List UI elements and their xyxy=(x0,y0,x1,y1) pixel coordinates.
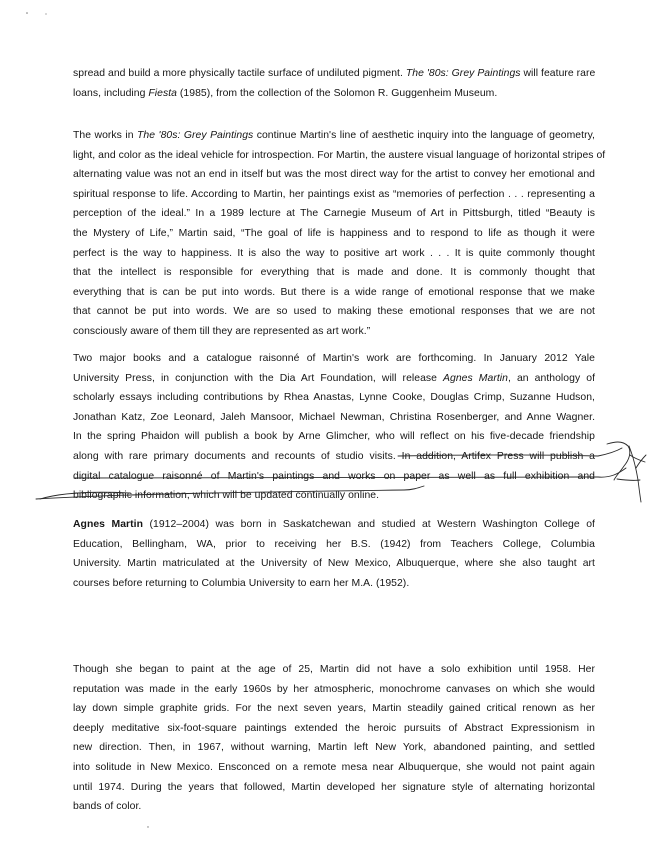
text-line: In the spring Phaidon will publish a book by Arne Glimcher, who will reflect on his five-decade friendship xyxy=(73,431,595,443)
text-line: that the intellect is responsible for everything that is made and done. It is commonly thought that xyxy=(73,267,595,279)
text-line: reputation was made in the early 1960s by her atmospheric, monochrome canvases on which she would xyxy=(73,683,595,695)
paragraph-grey-paintings-loans xyxy=(73,64,595,103)
text-line: along with rare primary documents and recounts of studio visits. In addition, Artifex Press will publish a xyxy=(73,450,595,462)
text-line: Though she began to paint at the age of 25, Martin did not have a solo exhibition until 1958. Her xyxy=(73,664,595,675)
text-line: University. Martin matriculated at the University of New Mexico, Albuquerque, where she also taught art xyxy=(73,558,595,570)
text-line: loans, including Fiesta (1985), from the collection of the Solomon R. Guggenheim Museum. xyxy=(73,87,498,99)
paragraph-forthcoming-books xyxy=(73,349,595,506)
text-line: perception of the ideal.” In a 1989 lecture at The Carnegie Museum of Art in Pittsburgh, titled “Beauty is xyxy=(73,208,595,220)
margin-check-mark xyxy=(607,442,630,480)
text-line: the Mystery of Life,” Martin said, “The goal of life is happiness and to respond to life as though it were xyxy=(73,227,595,239)
text-line: spiritual response to life. According to Martin, her paintings exist as “memories of perfection . . . representing a xyxy=(73,188,595,200)
text-line: lay down simple graphite grids. For the next seven years, Martin steadily gained critical renown as her xyxy=(73,703,595,715)
text-line: bands of color. xyxy=(73,801,142,813)
text-line: Education, Bellingham, WA, prior to receiving her B.S. (1942) from Teachers College, Columbia xyxy=(73,538,595,550)
text-line: until 1974. During the years that followed, Martin developed her signature style of alternating horizontal xyxy=(73,781,595,793)
text-line: new direction. Then, in 1967, without warning, Martin left New York, abandoned painting, and settled xyxy=(73,742,595,754)
text-line: scholarly essays including contributions by Rhea Anastas, Lynne Cooke, Douglas Crimp, Suzanne Hudson, xyxy=(73,392,595,404)
text-line: into solitude in New Mexico. Ensconced on a remote mesa near Albuquerque, she would not paint again xyxy=(73,761,595,773)
text-line: digital catalogue raisonné of Martin's paintings and works on paper as well as full exhibition and xyxy=(73,470,595,482)
text-line: bibliographic information, which will be updated continually online. xyxy=(73,490,380,502)
margin-check-mark xyxy=(630,455,645,462)
text-line: Jonathan Katz, Zoe Leonard, Jaleh Mansoor, Michael Newman, Christina Rosenberger, and Anne Wagner. xyxy=(73,411,595,423)
margin-check-mark xyxy=(629,446,641,502)
text-line: spread and build a more physically tactile surface of undiluted pigment. The '80s: Grey Paintings will feature rare xyxy=(73,68,596,79)
text-line: deeply meditative six-foot-square paintings extended the heroic pursuits of Abstract Expressionism in xyxy=(73,722,595,734)
text-line: that cannot be put into words. We are so used to making these emotional responses that we are not xyxy=(73,306,595,318)
text-line: courses before returning to Columbia University to earn her M.A. (1952). xyxy=(73,577,410,589)
paragraph-aesthetic-inquiry xyxy=(73,126,606,342)
margin-check-mark xyxy=(636,455,646,468)
artist-name: Agnes Martin xyxy=(73,519,143,530)
text-line: Agnes Martin (1912–2004) was born in Saskatchewan and studied at Western Washington College of xyxy=(73,519,595,530)
text-line: The works in The '80s: Grey Paintings continue Martin's line of aesthetic inquiry into the language of geometry, xyxy=(73,130,595,141)
margin-check-mark xyxy=(617,479,640,480)
text-line: light, and color as the ideal vehicle for introspection. For Martin, the austere visual language of horizontal stripes of xyxy=(73,149,606,161)
text-line: alternating value was not an end in itself but was the most direct way for the artist to convey her emotional and xyxy=(73,169,595,181)
paragraph-career xyxy=(73,660,595,817)
text-line: Two major books and a catalogue raisonné of Martin's work are forthcoming. In January 2012 Yale xyxy=(73,353,595,364)
scan-speck xyxy=(26,12,28,14)
scan-speck xyxy=(147,826,148,827)
text-line: everything that is can be put into words. But there is a wide range of emotional response that we make xyxy=(73,286,595,298)
paragraph-biography xyxy=(73,515,595,593)
text-line: University Press, in conjunction with the Dia Art Foundation, will release Agnes Martin, an anthology of xyxy=(73,372,595,384)
text-line: perfect is the way to happiness. It is also the way to positive art work . . . It is quite commonly thought xyxy=(73,247,595,259)
text-line: consciously aware of them till they are represented as art work.” xyxy=(73,325,371,337)
scan-speck xyxy=(45,13,46,14)
